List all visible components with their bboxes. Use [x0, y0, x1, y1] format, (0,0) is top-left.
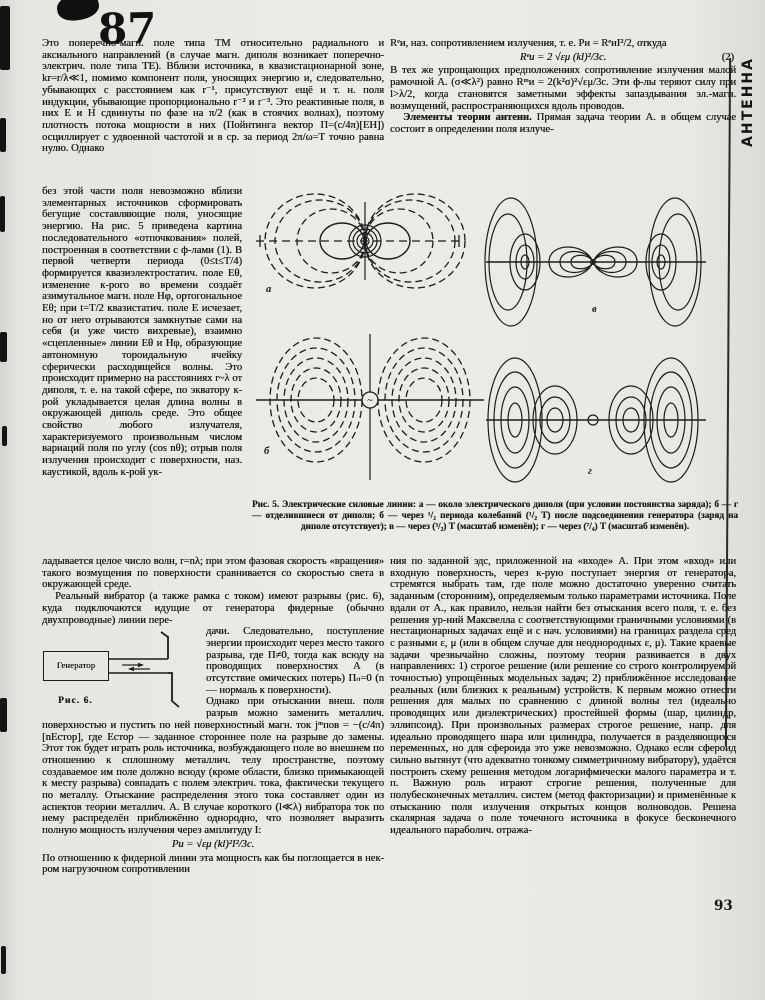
field-lines-panel-g: [484, 346, 708, 496]
left-paragraph-5: По отношению к фидерной линии эта мощность как бы поглощается в нек-ром нагрузочном сопротивлении: [42, 852, 384, 876]
formula-2-text: Rᵉи = 2 √εμ (kl)²/3c.: [519, 51, 607, 63]
left-paragraph-1: Это поперечно-магн. поле типа ТМ относительно радиального и аксиального направлений (в случае магн. диполя возникает поперечно-электрич. поле типа ТЕ). Вблизи источника, в квазистационарной зоне, kr=r/λ≪1, помимо компонент поля, уносящих энергию и, следовательно, убывающих с расстоянием как r⁻¹, присутствуют ещё и т. н. поля индукции, убывающие пропорционально r⁻² и r⁻³. Это реактивные поля, в них E и H сдвинуты по фазе на π/2 (как в стоячих волнах), поэтому плотность потока мощности в них (Пойнтинга вектор П=(c/4π)[EH]) осциллирует с удвоенной частотой и в ср. за период 2π/ω=T точно равна нулю. Однако: [42, 38, 384, 155]
panel-label-b: б: [264, 446, 270, 457]
right-column-upper-block: [390, 38, 736, 136]
panel-label-g: г: [588, 466, 592, 477]
figure-5-caption: Рис. 5. Электрические силовые линии: а — около электрического диполя (при условии постоянства заряда); б — г — отделившиеся от диполя; б — через ¹/₂ периода колебаний (¹/₂ T) после подсоединения генератора (заряд на диполе отсутствует); в — через (³/₂) T (масштаб изменён); г — через (⁷/₄) T (масштаб изменён).: [252, 499, 738, 531]
section-heading-elements-of-antenna-theory: Элементы теории антенн.: [403, 112, 532, 124]
left-paragraph-3-wrap: дачи. Следовательно, поступление энергии происходит через место такого разрыва, где П≠0, тогда как всюду на проводящих поверхностях А (в отсутствие омических потерь) Пₙ=0 (n — нормаль к поверхности).: [206, 626, 384, 696]
field-lines-panel-b: [254, 326, 486, 498]
figure-6-caption: Рис. 6.: [58, 695, 93, 707]
page-number: 93: [714, 898, 733, 914]
binding-mark: [0, 6, 10, 70]
source-symbol: ~: [367, 395, 373, 407]
generator-label: Генератор: [56, 660, 96, 671]
formula-1-text: Pи = √εμ (kl)²I²/3c.: [171, 838, 255, 850]
binding-mark: [0, 196, 5, 232]
generator-box: [43, 651, 109, 681]
binding-mark: [0, 698, 7, 732]
right-paragraph-1: Rᵉи, наз. сопротивлением излучения, т. е. Pи = RᵉиI²/2, откуда: [390, 38, 667, 49]
left-paragraph-2-continuation: ладывается целое число волн, r=nλ; при этом фазовая скорость «вращения» такого возмущения по поверхности сравнивается со скоростью света в окружающей среде.: [42, 556, 384, 591]
binding-mark: [2, 426, 7, 446]
scan-ink-blob: [55, 0, 101, 23]
left-paragraph-2-narrow: без этой части поля невозможно вблизи элементарных источников сформировать бегущие составляющие поля, уносящие энергию. На рис. 5 приведена картина последовательного «отпочкования» полей, построенная в соответствии с ф-лами (1). В первой четверти периода (0≤t≤T/4) формируется квазиэлектростатич. поле Eθ, изменение к-рого во времени создаёт азимутальное магн. поле Hφ, ортогональное Eθ; при t=T/2 квазистатич. поле E исчезает, но от него отрываются замкнутые сами на себя (и уже чисто вихревые), взаимно «сцепленные» линии Eθ и Hφ, образующие автономную тороидальную ячейку сферически расходящейся волны. Это происходит примерно на расстояниях r~λ от диполя, т. е. на такой сфере, по экватору к-рой укладывается целая длина волны в окружающей диполь среде. Это общее свойство любого излучателя, характеризуемого произвольным числом вариаций поля по углу (cos nθ); отрыв поля излучения происходит с поверхности, наз. каустикой, вдоль к-рой ук-: [42, 186, 242, 478]
left-column-lower-block: [42, 556, 384, 876]
left-paragraph-4: Однако при отыскании внеш. поля разрыв можно заменить металлич. поверхностью и пустить по ней поверхностный магн. ток jᵐпов = −(c/4π)[nEстор], где Eстор — заданное стороннее поле на разрыве до замены. Этот ток будет играть роль источника, возбуждающего поле во внешнем по отношению к сплошному металлич. телу пространстве, поэтому создаваемое им поле должно всюду (кроме области, близко примыкающей к месту разрыва) совпадать с полем электрич. тока, фактически текущего по металлу. Отыскание распределения этого тока составляет один из аспектов теории металлич. А. В случае короткого (l≪λ) вибратора ток по нему распределён приближённо однородно, что позволяет выразить полную мощность излучения через амплитуду I:: [42, 696, 384, 837]
formula-radiated-power: [42, 839, 384, 851]
right-paragraph-2: В тех же упрощающих предположениях сопротивление излучения малой рамочной А. (σ≪λ²) равно Rᵐи = 2(k²σ)²√εμ/3c. Эти ф-лы теряют силу при l>λ/2, когда становятся заметными эффекты запаздывания эл.-магн. возмущений, распространяющихся вдоль проводов.: [390, 65, 736, 112]
right-paragraph-4: ния по заданной эдс, приложенной на «входе» А. При этом «вход» или входную поверхность, через к-рую поступает энергия от генератора, стремятся выбрать там, где поле можно достаточно уверенно считать заданным (сторонним), определяемым только параметрами источника. Поле вдали от А., как правило, нельзя найти без отыскания всего поля, т. е. без решения ур-ний Максвелла с соответствующими граничными условиями (в нестационарных задачах ещё и с нач. условиями) на границах раздела сред с разными ε, μ (или в общем случае для неоднородных ε, μ). Такие краевые задачи чрезвычайно сложны, поэтому теория развивается в двух направлениях: 1) строгое решение (или решение со строго контролируемой точностью) упрощённых модельных задач; 2) приближённое исследование реальных (или близких к реальным) устройств. К первым можно отнести решения для малых по сравнению с длиной волны тел (идеально проводящих или диэлектрических) простейшей формы (шар, цилиндр, эллипсоид). При произвольных размерах строгое решение, напр. для идеально проводящего шара или цилиндра, получается в разделяющихся переменных, но для сфероида это уже невозможно. Однако если сфероид сильно вытянут (что адекватно тонкому симметричному вибратору), удаётся построить схему решения методом логарифмически малого параметра и т. п. Важную роль играют строгие решения, полученные для полубесконечных металлич. систем (метод факторизации) и применённые к отысканию поля излучения открытых концов волноводов. Решена скалярная задача о поле точечного источника в фокусе бесконечного идеального параболич. отража-: [390, 556, 736, 837]
figure-6: [42, 629, 196, 717]
binding-mark: [0, 118, 6, 152]
formula-2-number: (2): [721, 51, 734, 63]
handwritten-page-number: 87: [97, 3, 157, 54]
binding-mark: [0, 332, 7, 362]
field-lines-panel-a: [252, 186, 467, 314]
panel-label-a: а: [266, 284, 272, 295]
right-paragraph-3-rest: Прямая задача теории А. в общем случае состоит в определении поля излуче-: [390, 112, 737, 135]
margin-title-vertical: АНТЕННА: [740, 57, 756, 147]
panel-label-v: в: [592, 304, 597, 315]
figure-5: [244, 184, 738, 498]
left-paragraph-3-intro: Реальный вибратор (а также рамка с током) имеют разрывы (рис. 6), куда подключаются идущие от генератора фидерные (обычно двухпроводные) линии пере-: [42, 591, 384, 626]
binding-mark: [1, 946, 6, 974]
formula-radiation-resistance: [390, 52, 736, 64]
right-paragraph-3: [390, 112, 736, 135]
